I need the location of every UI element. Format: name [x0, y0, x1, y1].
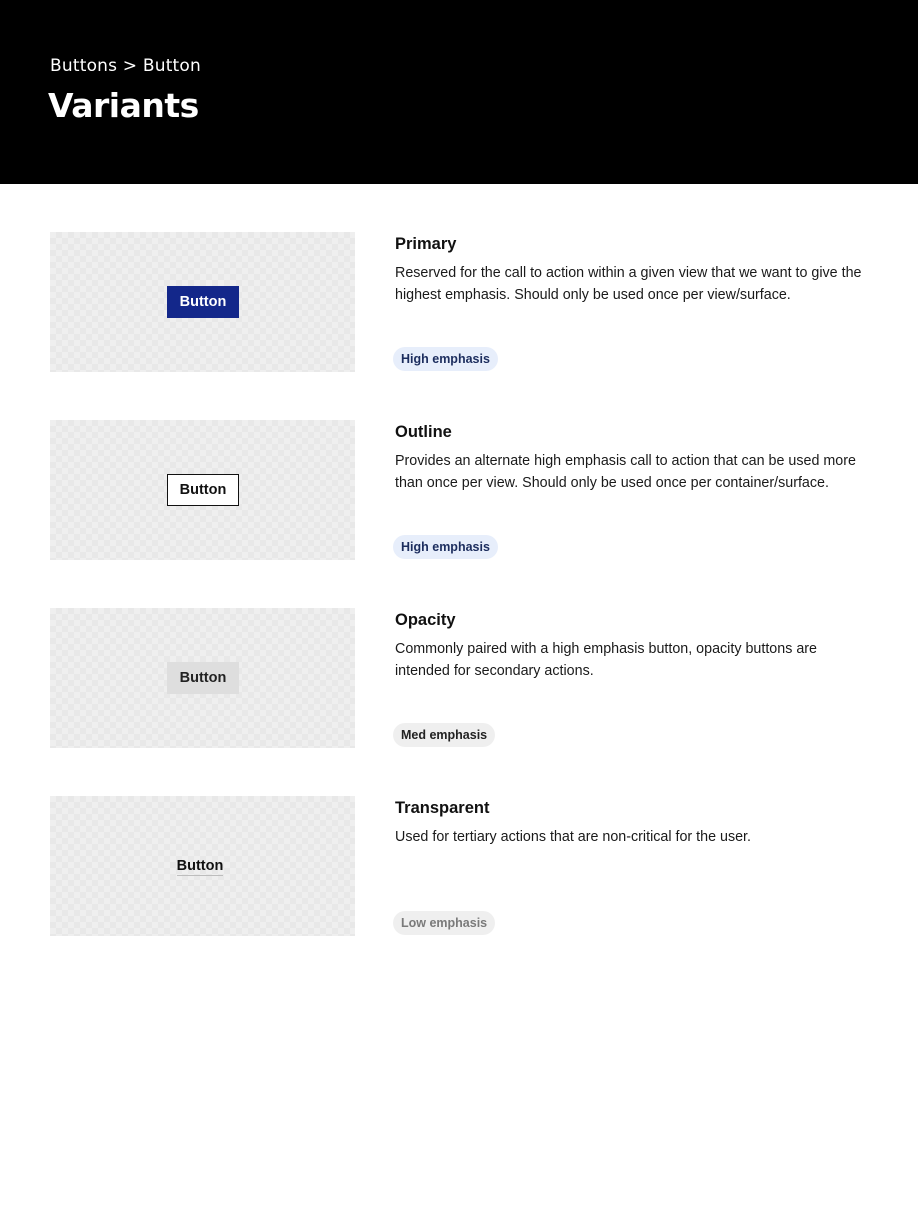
opacity-button[interactable]: Button — [167, 662, 239, 694]
variant-transparent — [50, 796, 870, 936]
variant-description: Used for tertiary actions that are non-critical for the user. — [395, 829, 751, 845]
variant-opacity — [50, 608, 870, 748]
emphasis-badge: Low emphasis — [393, 911, 495, 935]
variant-title: Primary — [395, 235, 457, 253]
preview-canvas — [50, 796, 355, 936]
emphasis-badge: Med emphasis — [393, 723, 495, 747]
transparent-button-label: Button — [176, 858, 224, 874]
page-header — [0, 0, 918, 184]
page-title: Variants — [48, 86, 199, 125]
variant-primary — [50, 232, 870, 372]
variant-description: Provides an alternate high emphasis call to action that can be used more than once per view. Should only be used once per container/surface. — [395, 453, 856, 491]
primary-button[interactable]: Button — [167, 286, 239, 318]
outline-button[interactable]: Button — [167, 474, 239, 506]
variant-title: Opacity — [395, 611, 456, 629]
preview-canvas — [50, 608, 355, 748]
variant-info — [395, 796, 870, 936]
variant-description: Reserved for the call to action within a given view that we want to give the highest emphasis. Should only be used once per view/surface. — [395, 265, 862, 303]
preview-canvas — [50, 232, 355, 372]
breadcrumb[interactable]: Buttons > Button — [50, 56, 201, 76]
variant-info — [395, 232, 870, 372]
variant-title: Transparent — [395, 799, 490, 817]
variant-outline — [50, 420, 870, 560]
variant-info — [395, 608, 870, 748]
preview-canvas — [50, 420, 355, 560]
variant-info — [395, 420, 870, 560]
transparent-button[interactable] — [163, 851, 237, 883]
emphasis-badge: High emphasis — [393, 535, 498, 559]
variant-title: Outline — [395, 423, 452, 441]
emphasis-badge: High emphasis — [393, 347, 498, 371]
variant-description: Commonly paired with a high emphasis button, opacity buttons are intended for secondary actions. — [395, 641, 817, 679]
